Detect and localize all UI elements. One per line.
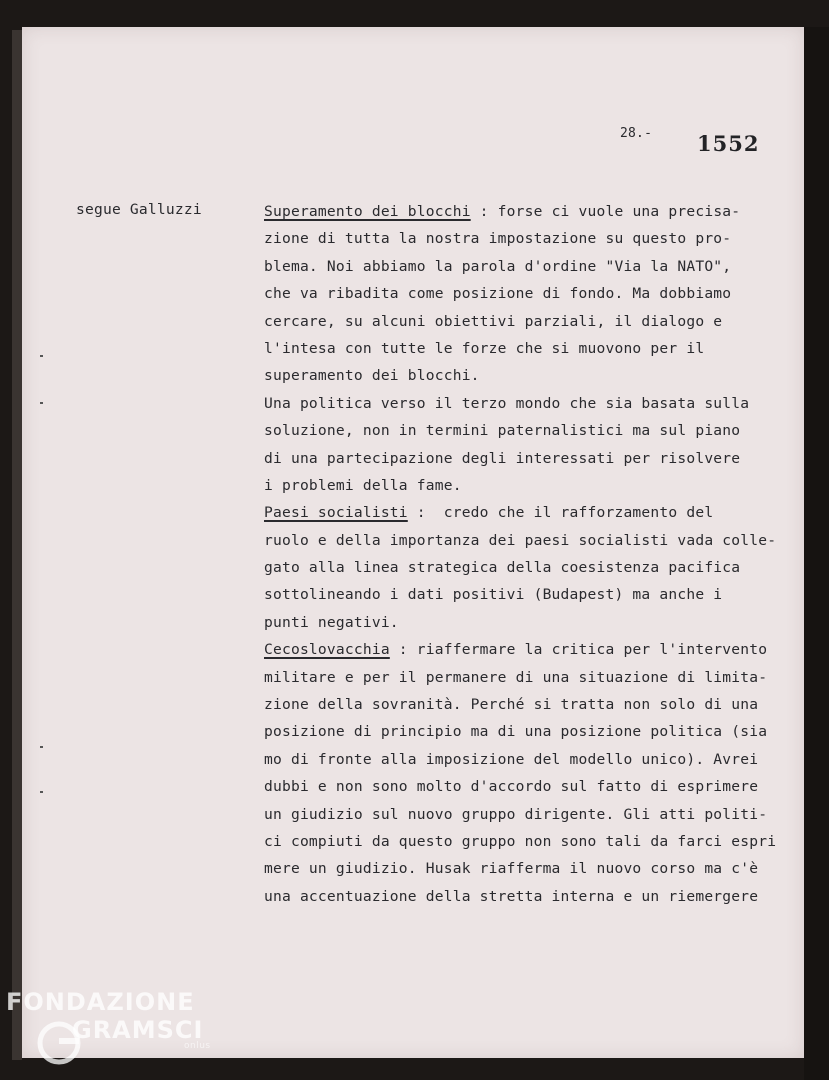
text-segment: i problemi della fame. bbox=[264, 476, 462, 494]
text-line bbox=[264, 612, 804, 639]
page-number: 28.- bbox=[620, 126, 653, 141]
text-line bbox=[264, 831, 804, 858]
text-segment: che va ribadita come posizione di fondo. Ma dobbiamo bbox=[264, 285, 732, 303]
text-line bbox=[264, 886, 804, 913]
section-heading: Paesi socialisti bbox=[264, 504, 408, 522]
text-line bbox=[264, 804, 804, 831]
watermark-suffix: onlus bbox=[184, 1041, 211, 1051]
scan-right-edge bbox=[804, 27, 829, 1080]
text-line bbox=[264, 639, 804, 666]
text-line bbox=[264, 228, 804, 255]
text-segment: un giudizio sul nuovo gruppo dirigente. Gli atti politi- bbox=[264, 805, 768, 823]
text-line bbox=[264, 283, 804, 310]
text-segment: zione di tutta la nostra impostazione su questo pro- bbox=[264, 230, 732, 248]
text-segment: gato alla linea strategica della coesistenza pacifica bbox=[264, 559, 741, 577]
text-segment: : forse ci vuole una precisa- bbox=[470, 203, 741, 220]
speaker-label: segue Galluzzi bbox=[76, 201, 202, 218]
text-line bbox=[264, 694, 804, 721]
text-line bbox=[264, 667, 804, 694]
text-segment: sottolineando i dati positivi (Budapest) ma anche i bbox=[264, 586, 723, 604]
watermark-line1: FONDAZIONE bbox=[6, 988, 195, 1016]
text-segment: superamento dei blocchi. bbox=[264, 367, 480, 385]
typed-body-text bbox=[264, 201, 804, 913]
text-segment: ci compiuti da questo gruppo non sono tali da farci espri bbox=[264, 832, 777, 850]
text-segment: mere un giudizio. Husak riafferma il nuovo corso ma c'è bbox=[264, 860, 759, 878]
text-segment: zione della sovranità. Perché si tratta non solo di una bbox=[264, 696, 759, 714]
text-line bbox=[264, 475, 804, 502]
margin-mark bbox=[40, 402, 43, 404]
text-segment: posizione di principio ma di una posizione politica (sia bbox=[264, 723, 768, 741]
text-line bbox=[264, 393, 804, 420]
section-heading: Cecoslovacchia bbox=[264, 641, 390, 659]
fondazione-gramsci-watermark bbox=[6, 988, 211, 1054]
watermark-line2: GRAMSCI bbox=[72, 1016, 204, 1044]
text-line bbox=[264, 256, 804, 283]
text-segment: Una politica verso il terzo mondo che sia basata sulla bbox=[264, 394, 750, 412]
text-segment: mo di fronte alla imposizione del modello unico). Avrei bbox=[264, 750, 759, 768]
section-heading: Superamento dei blocchi bbox=[264, 203, 471, 220]
text-line bbox=[264, 502, 804, 529]
text-segment: di una partecipazione degli interessati per risolvere bbox=[264, 449, 741, 467]
margin-mark bbox=[40, 355, 43, 357]
text-segment: dubbi e non sono molto d'accordo sul fatto di esprimere bbox=[264, 778, 759, 796]
archive-stamp-number: 1552 bbox=[697, 131, 760, 156]
text-line bbox=[264, 721, 804, 748]
text-line bbox=[264, 776, 804, 803]
margin-mark bbox=[40, 746, 43, 748]
text-line bbox=[264, 530, 804, 557]
text-segment: : riaffermare la critica per l'intervento bbox=[389, 641, 768, 659]
text-line bbox=[264, 365, 804, 392]
text-segment: ruolo e della importanza dei paesi socialisti vada colle- bbox=[264, 531, 777, 549]
text-line bbox=[264, 749, 804, 776]
text-line bbox=[264, 557, 804, 584]
text-line bbox=[264, 420, 804, 447]
text-segment: blema. Noi abbiamo la parola d'ordine "Via la NATO", bbox=[264, 257, 732, 275]
binding-strip bbox=[12, 30, 22, 1060]
text-segment: punti negativi. bbox=[264, 613, 399, 631]
text-segment: una accentuazione della stretta interna e un riemergere bbox=[264, 887, 759, 905]
text-segment: cercare, su alcuni obiettivi parziali, il dialogo e bbox=[264, 312, 723, 330]
text-line bbox=[264, 448, 804, 475]
text-line bbox=[264, 311, 804, 338]
text-segment: : credo che il rafforzamento del bbox=[407, 504, 714, 522]
margin-mark bbox=[40, 791, 43, 793]
text-line bbox=[264, 858, 804, 885]
text-segment: militare e per il permanere di una situazione di limita- bbox=[264, 668, 768, 686]
text-line bbox=[264, 584, 804, 611]
text-segment: soluzione, non in termini paternalistici ma sul piano bbox=[264, 422, 741, 440]
text-segment: l'intesa con tutte le forze che si muovono per il bbox=[264, 339, 705, 357]
text-line bbox=[264, 338, 804, 365]
text-line bbox=[264, 201, 804, 228]
